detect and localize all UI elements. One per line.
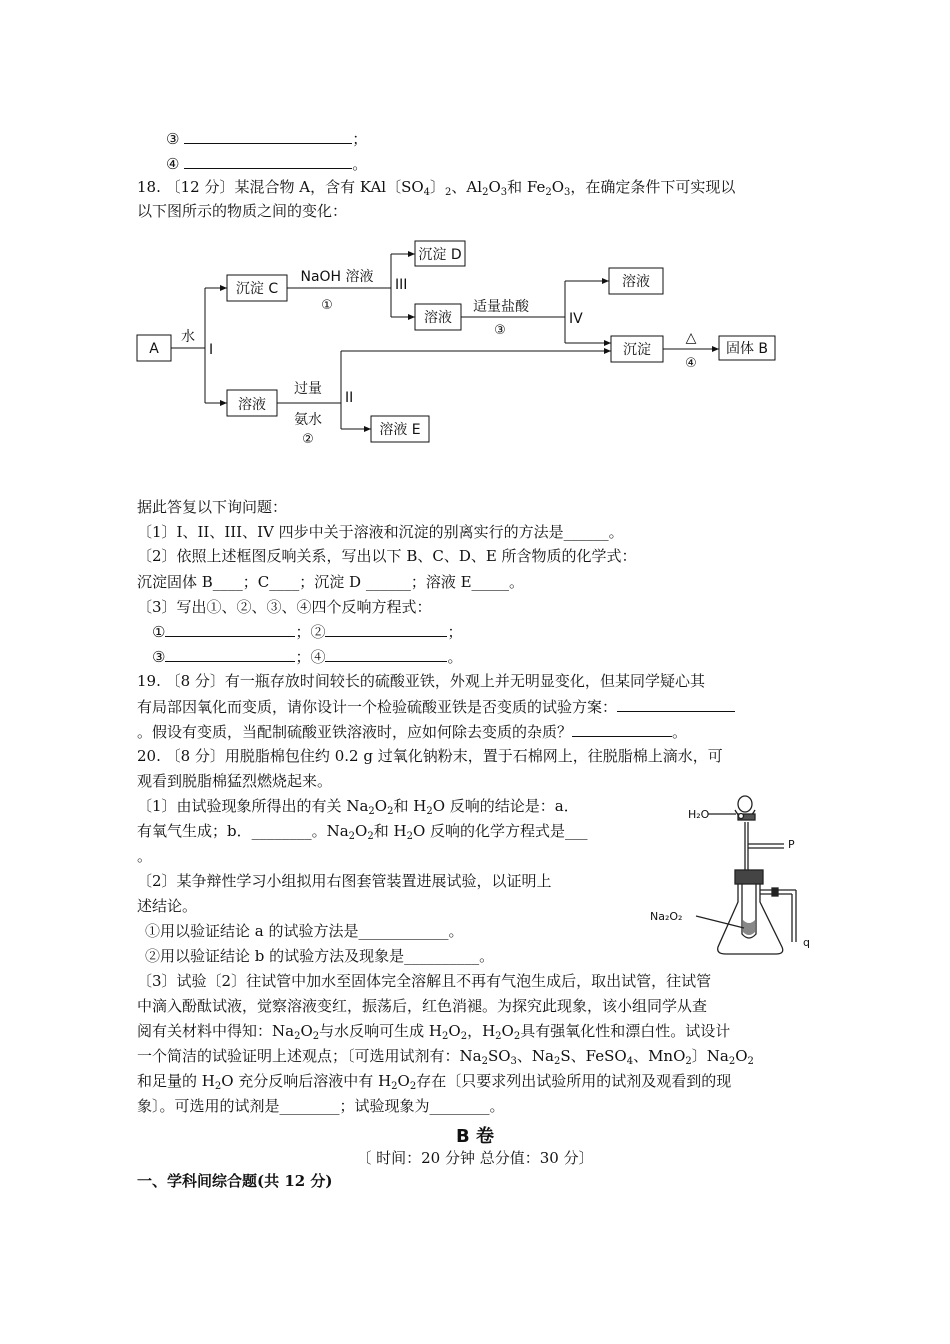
part-b-section: 一、学科间综合题(共 12 分): [137, 1172, 333, 1190]
label-solution-3: 溶液: [238, 397, 266, 413]
label-h2o: H₂O: [688, 808, 710, 821]
label-solid-b: 固体 B: [725, 341, 769, 357]
label-n4: ④: [685, 356, 697, 371]
label-precip: 沉淀: [623, 342, 651, 358]
apparatus-diagram: [648, 792, 828, 962]
answer-blank[interactable]: [325, 621, 447, 637]
q20-line1: 20. 〔8 分〕用脱脂棉包住约 0.2 g 过氧化钠粉末，置于石棉网上，往脱脂棉上滴水，可: [137, 747, 723, 765]
label-q: q: [803, 936, 810, 949]
label-step-4: IV: [569, 311, 583, 327]
label-p: P: [788, 838, 795, 851]
q19-line1: 19. 〔8 分〕有一瓶存放时间较长的硫酸亚铁，外观上并无明显变化，但某同学疑心其: [137, 672, 705, 690]
q18-part2: 〔2〕依照上述框图反响关系，写出以下 B、C、D、E 所含物质的化学式：: [137, 547, 637, 565]
q20-part2-line2: 述结论。: [137, 897, 198, 915]
label-naoh: NaOH 溶液: [300, 269, 374, 285]
label-n1: ①: [321, 298, 333, 313]
q20-line2: 观看到脱脂棉猛烈燃烧起来。: [137, 772, 333, 790]
q18-part1: 〔1〕I、II、III、IV 四步中关于溶液和沉淀的别离实行的方法是______。: [137, 523, 624, 541]
q20-part3-line6: 象〕。可选用的试剂是________；试验现象为________。: [137, 1097, 505, 1115]
answer-blank[interactable]: [325, 646, 447, 662]
q18-eq-row1: ① ；② ；: [152, 623, 463, 641]
q20-part2-line4: ②用以验证结论 b 的试验方法及现象是__________。: [145, 947, 495, 965]
answer-blank[interactable]: [165, 646, 295, 662]
label-a: A: [149, 341, 159, 357]
answer-blank[interactable]: [165, 621, 295, 637]
label-heat: △: [685, 330, 697, 346]
item-3: ③ ；: [166, 130, 368, 148]
answer-blank[interactable]: [617, 696, 735, 712]
label-solution-2: 溶液: [622, 274, 650, 290]
label-na2o2: Na₂O₂: [650, 910, 683, 923]
label-precip-d: 沉淀 D: [418, 247, 462, 263]
q18-part3: 〔3〕写出①、②、③、④四个反响方程式：: [137, 598, 432, 616]
q20-part3-line4: 一个简洁的试验证明上述观点；〔可选用试剂有：$Na_2SO_3$、$Na_2S$、FeSO$_4$、MnO$_2$〕$Na_2O_2$: [137, 1047, 754, 1067]
q20-part3-line3: 阅有关材料中得知：$Na_2O_2$与水反响可生成 $H_2O_2$，$H_2O_2$具有强氧化性和漂白性。试设计: [137, 1022, 731, 1042]
q20-part1-line1: 〔1〕由试验现象所得出的有关 $Na_2O_2$和 $H_2O$ 反响的结论是：a．: [137, 797, 579, 817]
part-b-meta: 〔 时间：20 分钟 总分值：30 分〕: [356, 1149, 594, 1167]
label-hcl: 适量盐酸: [473, 299, 529, 315]
q20-part2-line1: 〔2〕某争辩性学习小组拟用右图套管装置进展试验，以证明上: [137, 872, 552, 890]
label-solution-e: 溶液 E: [379, 422, 421, 438]
q20-part3-line5: 和足量的 $H_2O$ 充分反响后溶液中有 $H_2O_2$存在〔只要求列出试验所用的试剂及观看到的现: [137, 1072, 732, 1092]
q20-part1-line3: 。: [137, 847, 153, 865]
answer-blank[interactable]: [572, 721, 672, 737]
label-step-1: I: [209, 342, 214, 358]
q18-heading: 18. 〔12 分〕某混合物 A，含有 KAl〔$SO_4$〕$_2$、$Al_2O_3$和 $Fe_2O_3$，在确定条件下可实现以: [137, 178, 736, 198]
answer-blank[interactable]: [184, 153, 352, 169]
answer-blank[interactable]: [184, 128, 352, 144]
part-b-title: B 卷: [456, 1126, 494, 1147]
label-n3: ③: [494, 323, 506, 338]
item-4: ④ 。: [166, 155, 368, 173]
label-ammonia: 氨水: [294, 412, 322, 428]
q20-part3-line1: 〔3〕试验〔2〕往试管中加水至固体完全溶解且不再有气泡生成后，取出试管，往试管: [137, 972, 712, 990]
label-excess: 过量: [294, 381, 322, 397]
q18-line2: 以下图所示的物质之间的变化：: [137, 202, 348, 220]
label-water: 水: [181, 329, 195, 345]
q20-part3-line2: 中滴入酚酞试液，觉察溶液变红，振荡后，红色消褪。为探究此现象，该小组同学从查: [137, 997, 708, 1015]
q18-part2b: 沉淀固体 B____；C____；沉淀 D ______；溶液 E_____。: [137, 573, 525, 591]
q20-part1-line2: 有氧气生成；b．________。$Na_2O_2$和 $H_2O$ 反响的化学方程式是___: [137, 822, 588, 842]
q19-line2: 有局部因氧化而变质，请你设计一个检验硫酸亚铁是否变质的试验方案：: [137, 696, 735, 717]
flow-diagram: [125, 232, 795, 457]
q18-intro: 据此答复以下询问题：: [137, 498, 288, 516]
label-precip-c: 沉淀 C: [235, 281, 279, 297]
q18-eq-row2: ③ ；④ 。: [152, 648, 463, 666]
label-solution-1: 溶液: [424, 310, 452, 326]
label-n2: ②: [302, 432, 314, 447]
q20-part2-line3: ①用以验证结论 a 的试验方法是____________。: [145, 922, 464, 940]
label-step-3: III: [395, 277, 408, 293]
q19-line3: 。假设有变质，当配制硫酸亚铁溶液时，应如何除去变质的杂质？ 。: [137, 723, 688, 741]
label-step-2: II: [345, 390, 354, 406]
